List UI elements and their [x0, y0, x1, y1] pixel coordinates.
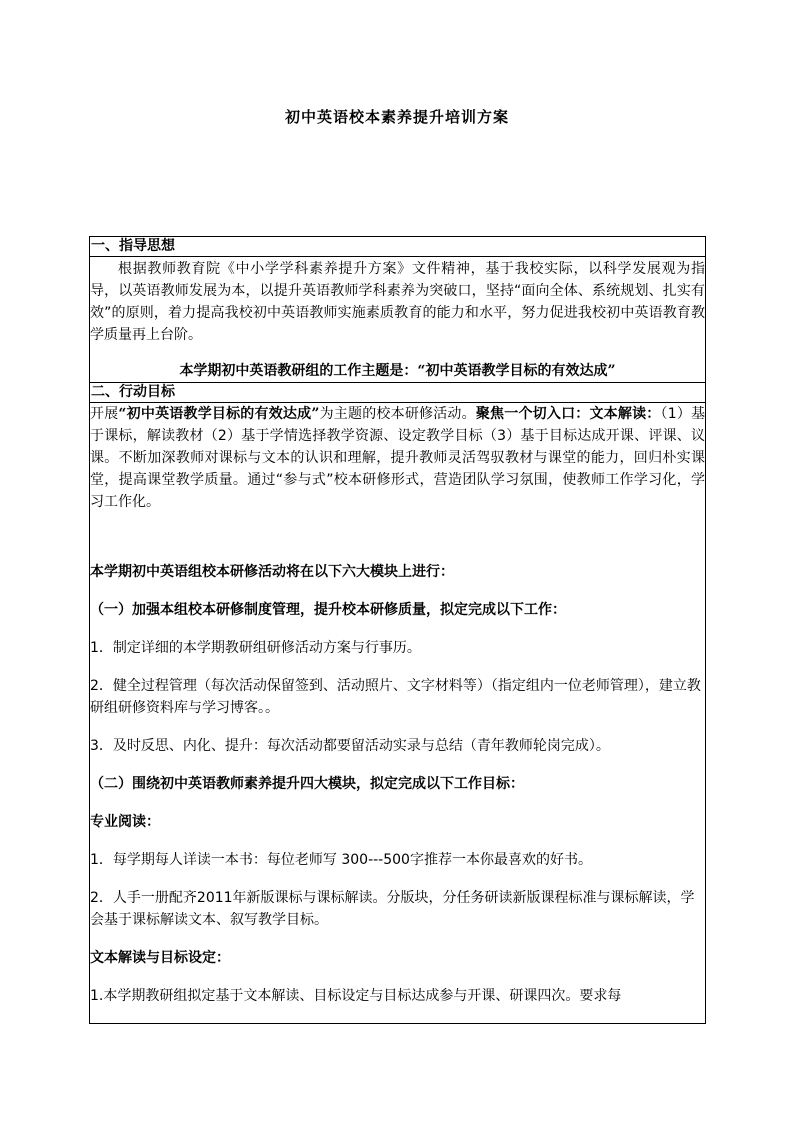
- plan-table: [89, 236, 706, 1024]
- section1-body: 根据教师教育院《中小学学科素养提升方案》文件精神，基于我校实际，以科学发展观为指导，以英语教师发展为本，以提升英语教师学科素养为突破口，坚持“面向全体、系统规划、扎实有效”的原则，着力提高我校初中英语教师实施素质教育的能力和水平，努力促进我校初中英语教育教学质量再上台阶。: [90, 261, 705, 343]
- intro-text-2: 为主题的校本研修活动。: [319, 406, 476, 422]
- sub1-item: 1．制定详细的本学期教研组研修活动方案与行事历。: [90, 640, 421, 656]
- sub2-heading: （二）围绕初中英语教师素养提升四大模块，拟定完成以下工作目标：: [90, 776, 524, 792]
- section1-heading: 一、指导思想: [91, 238, 175, 254]
- section2-intro: [90, 403, 705, 513]
- section2-body-row: [90, 403, 705, 1007]
- intro-bold-2: 聚焦一个切入口：文本解读：: [475, 406, 661, 422]
- section1-body-row: [90, 257, 705, 383]
- text-item: 1.本学期教研组拟定基于文本解读、目标设定与目标达成参与开课、研课四次。要求每: [90, 988, 622, 1004]
- reading-item: 2．人手一册配齐2011年新版课标与课标解读。分版块，分任务研读新版课程标准与课标解读，学会基于课标解读文本、叙写教学目标。: [90, 890, 695, 928]
- sub1-item: 2．健全过程管理（每次活动保留签到、活动照片、文字材料等）（指定组内一位老师管理），建立教研组研修资料库与学习博客。。: [90, 678, 701, 716]
- modules-heading: 本学期初中英语组校本研修活动将在以下六大模块上进行：: [90, 564, 454, 580]
- work-theme: 本学期初中英语教研组的工作主题是：“初中英语教学目标的有效达成”: [179, 363, 616, 379]
- reading-heading: 专业阅读：: [90, 814, 160, 830]
- reading-item: 1．每学期每人详读一本书：每位老师写 300---500字推荐一本你最喜欢的好书。: [90, 852, 592, 868]
- section2-heading-row: [90, 383, 705, 403]
- intro-bold-1: “初中英语教学目标的有效达成”: [118, 406, 320, 422]
- intro-text-3: （1）基于课标，解读教材（2）基于学情选择教学资源、设定教学目标（3）基于目标达成开课、评课、议课。不断加深教师对课标与文本的认识和理解，提升教师灵活驾驭教材与课堂的能力，回归朴实课堂，提高课堂教学质量。通过“参与式”校本研修形式，营造团队学习氛围，使教师工作学习化，学习工作化。: [90, 406, 706, 510]
- document-title: 初中英语校本素养提升培训方案: [284, 108, 509, 126]
- intro-text-1: 开展: [90, 406, 119, 422]
- section2-heading: 二、行动目标: [91, 384, 175, 400]
- section1-heading-row: [90, 237, 705, 257]
- sub1-heading: （一）加强本组校本研修制度管理，提升校本研修质量，拟定完成以下工作：: [90, 602, 566, 618]
- text-heading: 文本解读与目标设定：: [90, 950, 230, 966]
- sub1-item: 3．及时反思、内化、提升：每次活动都要留活动实录与总结（青年教师轮岗完成）。: [90, 738, 610, 754]
